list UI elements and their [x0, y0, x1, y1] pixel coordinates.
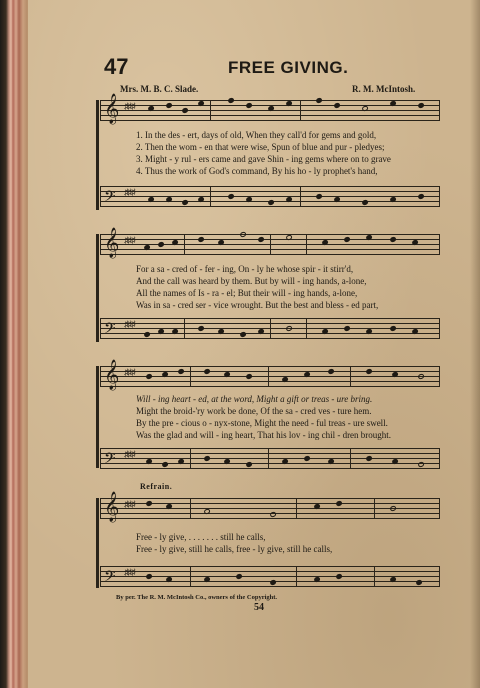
- bass-clef: 𝄢: [104, 568, 116, 588]
- bass-staff: [100, 186, 440, 208]
- lyric-line: Free - ly give, . . . . . . . still he calls,: [136, 532, 266, 542]
- book-spine: [0, 0, 30, 688]
- treble-clef: 𝄞: [104, 360, 120, 389]
- lyric-line: Will - ing heart - ed, at the word, Might a gift or treas - ure bring.: [136, 394, 373, 404]
- lyric-line: Might the broid-'ry work be done, Of the sa - cred ves - ture hem.: [136, 406, 372, 416]
- page-number: 54: [254, 602, 264, 613]
- treble-staff: [100, 360, 440, 389]
- bass-staff: [100, 318, 440, 340]
- page-shadow: [470, 0, 480, 688]
- composer-credit: R. M. McIntosh.: [352, 84, 416, 94]
- key-signature: ♯♯♯: [124, 235, 135, 245]
- system-brace: [96, 100, 99, 210]
- bass-clef: 𝄢: [104, 320, 116, 340]
- lyric-line: 1. In the des - ert, days of old, When they call'd for gems and gold,: [136, 130, 377, 140]
- lyric-line: 4. Thus the work of God's command, By his ho - ly prophet's hand,: [136, 166, 378, 176]
- lyric-line: Free - ly give, still he calls, free - ly give, still he calls,: [136, 544, 333, 554]
- lyric-line: By the pre - cious o - nyx-stone, Might the need - ful treas - ure swell.: [136, 418, 388, 428]
- lyric-line: 3. Might - y rul - ers came and gave Shin - ing gems where on to grave: [136, 154, 391, 164]
- lyric-line: And the call was heard by them. But by will - ing hands, a-lone,: [136, 276, 367, 286]
- treble-clef: 𝄞: [104, 228, 120, 257]
- treble-clef: 𝄞: [104, 492, 120, 521]
- system-brace: [96, 234, 99, 342]
- copyright-notice: By per. The R. M. McIntosh Co., owners of the Copyright.: [116, 594, 278, 601]
- refrain-label: Refrain.: [140, 482, 173, 491]
- key-signature: ♯♯♯: [124, 319, 135, 329]
- treble-staff: [100, 492, 440, 521]
- lyric-line: 2. Then the wom - en that were wise, Spun of blue and pur - pledyes;: [136, 142, 385, 152]
- key-signature: ♯♯♯: [124, 449, 135, 459]
- system-brace: [96, 366, 99, 468]
- bass-staff: [100, 448, 440, 470]
- bass-staff: [100, 566, 440, 588]
- treble-clef: 𝄞: [104, 94, 120, 123]
- lyric-line: Was in sa - cred ser - vice wrought. But the best and bless - ed part,: [136, 300, 379, 310]
- hymn-title: FREE GIVING.: [228, 58, 349, 77]
- author-credit: Mrs. M. B. C. Slade.: [120, 84, 199, 94]
- treble-staff: [100, 94, 440, 123]
- key-signature: ♯♯♯: [124, 367, 135, 377]
- key-signature: ♯♯♯: [124, 567, 135, 577]
- bass-clef: 𝄢: [104, 450, 116, 470]
- system-brace: [96, 498, 99, 588]
- key-signature: ♯♯♯: [124, 187, 135, 197]
- key-signature: ♯♯♯: [124, 499, 135, 509]
- treble-staff: [100, 228, 440, 257]
- hymn-number: 47: [104, 54, 129, 79]
- lyric-line: For a sa - cred of - fer - ing, On - ly he whose spir - it stirr'd,: [136, 264, 354, 274]
- lyric-line: Was the glad and will - ing heart, That his lov - ing chil - dren brought.: [136, 430, 392, 440]
- key-signature: ♯♯♯: [124, 101, 135, 111]
- lyric-line: All the names of Is - ra - el; But their will - ing hands, a-lone,: [136, 288, 358, 298]
- bass-clef: 𝄢: [104, 188, 116, 208]
